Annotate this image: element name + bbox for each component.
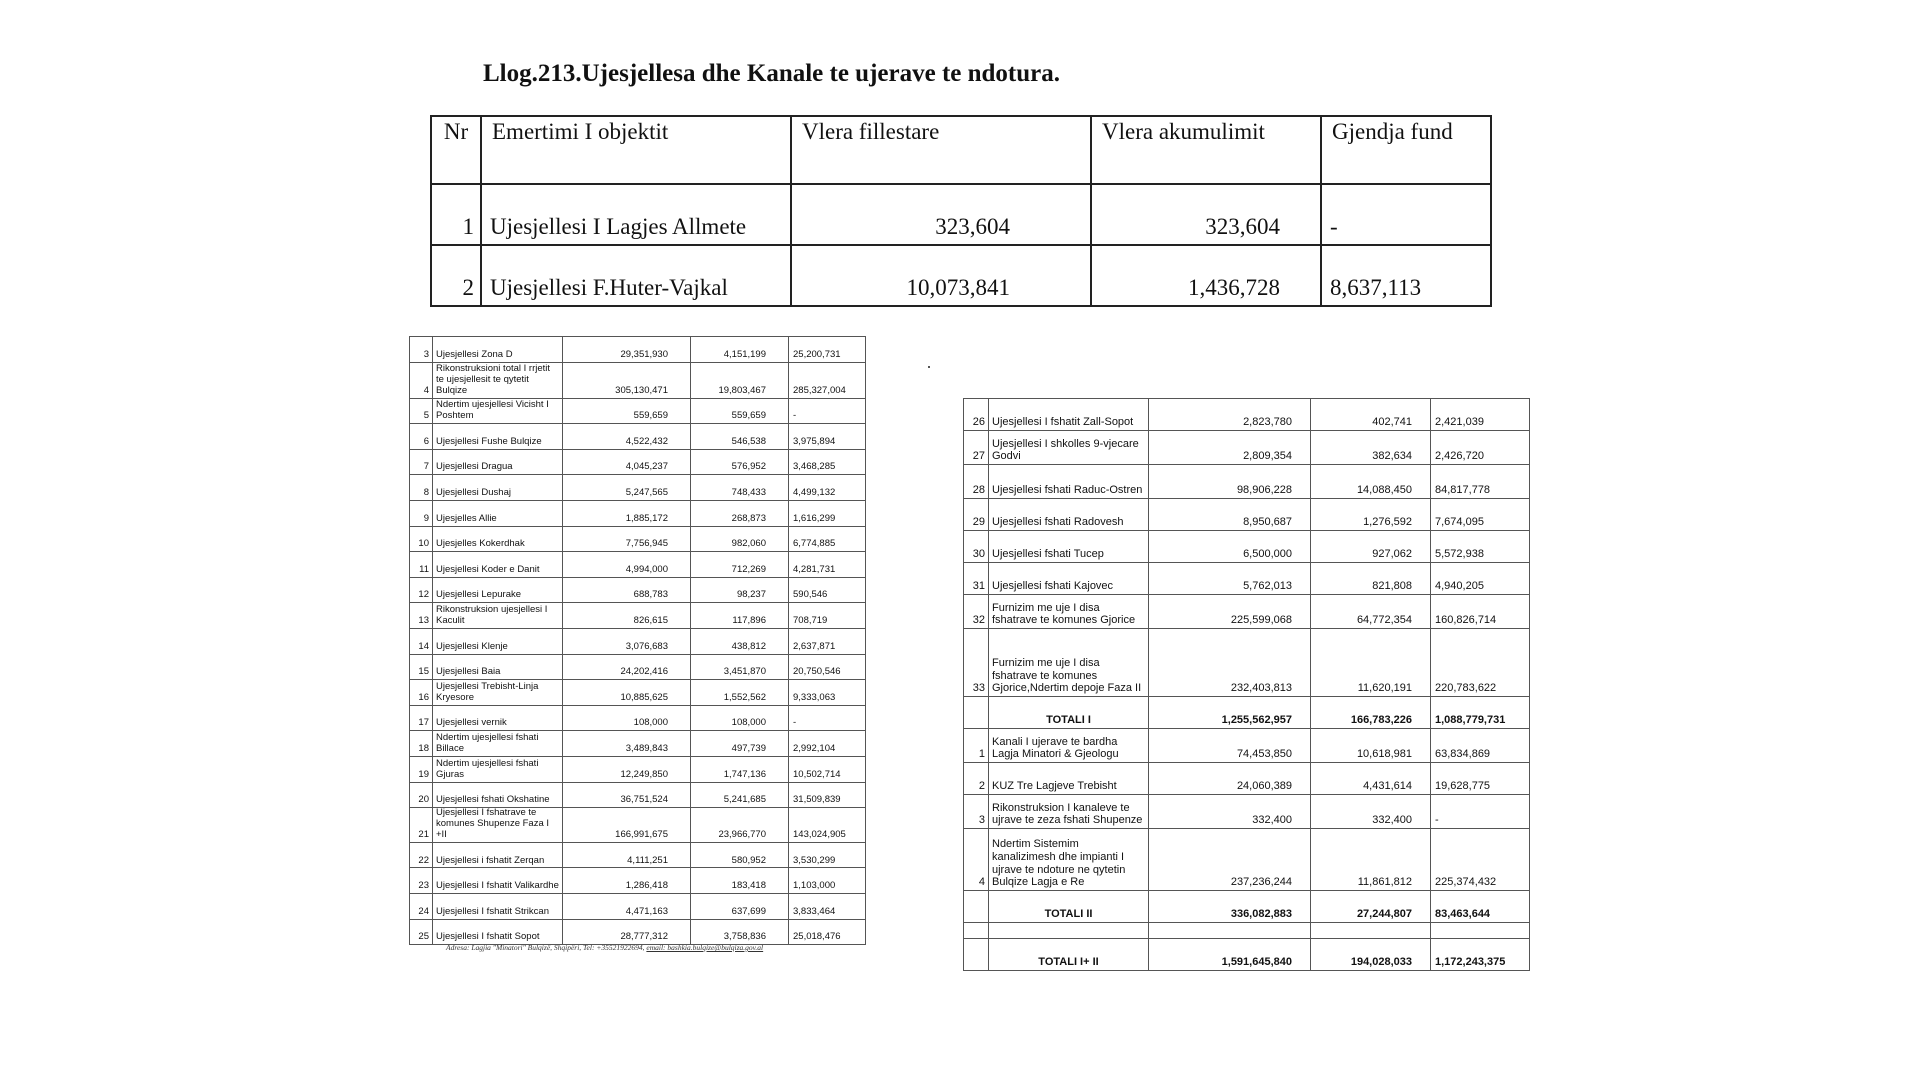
row-end: 5,572,938 bbox=[1431, 531, 1530, 563]
table-row bbox=[431, 245, 1491, 306]
total-accum: 194,028,033 bbox=[1311, 939, 1431, 971]
row-end: 590,546 bbox=[789, 577, 866, 603]
row-initial: 5,247,565 bbox=[563, 475, 691, 501]
row-name: Ujesjellesi Dragua bbox=[433, 449, 563, 475]
total-label: TOTALI II bbox=[989, 891, 1149, 923]
row-name: Ujesjellesi I Lagjes Allmete bbox=[481, 184, 791, 245]
row-nr: 29 bbox=[964, 499, 989, 531]
table-row bbox=[410, 919, 866, 945]
top-assets-table bbox=[430, 115, 1492, 307]
row-nr: 1 bbox=[964, 729, 989, 763]
table-row bbox=[410, 424, 866, 450]
row-initial: 10,885,625 bbox=[563, 680, 691, 706]
row-nr: 21 bbox=[410, 808, 433, 843]
row-end: 160,826,714 bbox=[1431, 595, 1530, 629]
table-row bbox=[410, 337, 866, 363]
row-accum: 748,433 bbox=[691, 475, 789, 501]
row-initial: 4,471,163 bbox=[563, 894, 691, 920]
row-name: Rikonstruksion ujesjellesi I Kaculit bbox=[433, 603, 563, 629]
row-initial: 12,249,850 bbox=[563, 756, 691, 782]
table-row bbox=[410, 654, 866, 680]
table-row bbox=[410, 526, 866, 552]
row-end: 2,992,104 bbox=[789, 731, 866, 757]
row-nr: 19 bbox=[410, 756, 433, 782]
row-nr: 3 bbox=[964, 795, 989, 829]
row-nr: 2 bbox=[431, 245, 481, 306]
row-nr: 26 bbox=[964, 399, 989, 431]
row-initial: 323,604 bbox=[791, 184, 1091, 245]
row-initial: 2,809,354 bbox=[1149, 431, 1311, 465]
row-end: 7,674,095 bbox=[1431, 499, 1530, 531]
row-accum: 927,062 bbox=[1311, 531, 1431, 563]
row-name: Ujesjelles Allie bbox=[433, 500, 563, 526]
total-row-1 bbox=[964, 697, 1530, 729]
row-name: Ujesjellesi vernik bbox=[433, 705, 563, 731]
header-end-balance: Gjendja fund bbox=[1321, 116, 1491, 184]
row-initial: 4,994,000 bbox=[563, 552, 691, 578]
row-name: Ndertim ujesjellesi Vicisht I Poshtem bbox=[433, 398, 563, 424]
row-name: Rikonstruksion I kanaleve te ujrave te zeza fshati Shupenze bbox=[989, 795, 1149, 829]
row-initial: 8,950,687 bbox=[1149, 499, 1311, 531]
row-accum: 4,431,614 bbox=[1311, 763, 1431, 795]
footer-address-text: Adresa: Lagjia "Minatori" Bulqizë, Shqipëri, Tel: +35521922694, bbox=[446, 943, 645, 952]
table-row bbox=[964, 795, 1530, 829]
row-initial: 5,762,013 bbox=[1149, 563, 1311, 595]
row-nr: 3 bbox=[410, 337, 433, 363]
row-accum: 10,618,981 bbox=[1311, 729, 1431, 763]
row-accum: 1,436,728 bbox=[1091, 245, 1321, 306]
row-nr: 30 bbox=[964, 531, 989, 563]
footer-address bbox=[446, 943, 763, 952]
row-nr: 9 bbox=[410, 500, 433, 526]
row-name: Kanali I ujerave te bardha Lagja Minatori & Gjeologu bbox=[989, 729, 1149, 763]
row-accum: 332,400 bbox=[1311, 795, 1431, 829]
row-accum: 402,741 bbox=[1311, 399, 1431, 431]
row-accum: 1,747,136 bbox=[691, 756, 789, 782]
row-initial: 1,885,172 bbox=[563, 500, 691, 526]
row-nr: 22 bbox=[410, 842, 433, 868]
row-initial: 4,522,432 bbox=[563, 424, 691, 450]
row-initial: 2,823,780 bbox=[1149, 399, 1311, 431]
header-accumulated-value: Vlera akumulimit bbox=[1091, 116, 1321, 184]
row-end: 19,628,775 bbox=[1431, 763, 1530, 795]
table-row bbox=[410, 449, 866, 475]
row-name: Furnizim me uje I disa fshatrave te komunes Gjorice bbox=[989, 595, 1149, 629]
row-initial: 225,599,068 bbox=[1149, 595, 1311, 629]
row-end: 9,333,063 bbox=[789, 680, 866, 706]
row-accum: 3,758,836 bbox=[691, 919, 789, 945]
row-nr: 18 bbox=[410, 731, 433, 757]
row-initial: 559,659 bbox=[563, 398, 691, 424]
row-nr: 4 bbox=[964, 829, 989, 891]
row-initial: 28,777,312 bbox=[563, 919, 691, 945]
row-end: 20,750,546 bbox=[789, 654, 866, 680]
row-end: 31,509,839 bbox=[789, 782, 866, 808]
table-row bbox=[410, 398, 866, 424]
table-row bbox=[964, 829, 1530, 891]
table-row bbox=[964, 629, 1530, 697]
row-nr: 24 bbox=[410, 894, 433, 920]
row-initial: 3,489,843 bbox=[563, 731, 691, 757]
row-end: 4,281,731 bbox=[789, 552, 866, 578]
total-accum: 27,244,807 bbox=[1311, 891, 1431, 923]
row-accum: 108,000 bbox=[691, 705, 789, 731]
row-initial: 4,111,251 bbox=[563, 842, 691, 868]
row-name: Ujesjellesi I fshatit Sopot bbox=[433, 919, 563, 945]
row-accum: 117,896 bbox=[691, 603, 789, 629]
row-nr: 33 bbox=[964, 629, 989, 697]
row-nr: 17 bbox=[410, 705, 433, 731]
row-end: - bbox=[789, 705, 866, 731]
row-nr: 13 bbox=[410, 603, 433, 629]
total-end: 1,172,243,375 bbox=[1431, 939, 1530, 971]
row-name: Ujesjelles Kokerdhak bbox=[433, 526, 563, 552]
row-accum: 546,538 bbox=[691, 424, 789, 450]
row-end: 6,774,885 bbox=[789, 526, 866, 552]
row-nr: 6 bbox=[410, 424, 433, 450]
row-name: Ndertim Sistemim kanalizimesh dhe impianti I ujrave te ndoture ne qytetin Bulqize Lagja e Re bbox=[989, 829, 1149, 891]
row-accum: 3,451,870 bbox=[691, 654, 789, 680]
row-name: Ndertim ujesjellesi fshati Gjuras bbox=[433, 756, 563, 782]
table-row bbox=[410, 680, 866, 706]
empty-cell bbox=[964, 923, 989, 939]
scan-dot bbox=[928, 366, 930, 368]
table-row bbox=[964, 763, 1530, 795]
total-end: 83,463,644 bbox=[1431, 891, 1530, 923]
row-accum: 64,772,354 bbox=[1311, 595, 1431, 629]
table-row bbox=[410, 842, 866, 868]
row-accum: 559,659 bbox=[691, 398, 789, 424]
row-initial: 10,073,841 bbox=[791, 245, 1091, 306]
row-end: - bbox=[789, 398, 866, 424]
row-nr: 7 bbox=[410, 449, 433, 475]
row-name: Ujesjellesi Fushe Bulqize bbox=[433, 424, 563, 450]
row-end: 84,817,778 bbox=[1431, 465, 1530, 499]
row-end: 225,374,432 bbox=[1431, 829, 1530, 891]
empty-cell bbox=[964, 939, 989, 971]
row-end: 25,200,731 bbox=[789, 337, 866, 363]
empty-cell bbox=[1311, 923, 1431, 939]
table-row bbox=[964, 499, 1530, 531]
total-label: TOTALI I+ II bbox=[989, 939, 1149, 971]
row-name: Ujesjellesi I shkolles 9-vjecare Godvi bbox=[989, 431, 1149, 465]
row-end: 143,024,905 bbox=[789, 808, 866, 843]
row-accum: 19,803,467 bbox=[691, 362, 789, 398]
row-nr: 8 bbox=[410, 475, 433, 501]
total-initial: 1,591,645,840 bbox=[1149, 939, 1311, 971]
row-nr: 23 bbox=[410, 868, 433, 894]
row-initial: 29,351,930 bbox=[563, 337, 691, 363]
row-name: Ujesjellesi I fshatit Strikcan bbox=[433, 894, 563, 920]
row-accum: 323,604 bbox=[1091, 184, 1321, 245]
row-end: 220,783,622 bbox=[1431, 629, 1530, 697]
left-assets-table bbox=[409, 336, 866, 945]
row-initial: 36,751,524 bbox=[563, 782, 691, 808]
row-end: 63,834,869 bbox=[1431, 729, 1530, 763]
row-nr: 25 bbox=[410, 919, 433, 945]
table-row bbox=[964, 465, 1530, 499]
row-initial: 688,783 bbox=[563, 577, 691, 603]
row-name: Ujesjellesi fshati Tucep bbox=[989, 531, 1149, 563]
table-row bbox=[964, 729, 1530, 763]
row-end: 2,637,871 bbox=[789, 628, 866, 654]
table-row bbox=[410, 552, 866, 578]
total-row-2 bbox=[964, 891, 1530, 923]
row-accum: 712,269 bbox=[691, 552, 789, 578]
row-end: 2,426,720 bbox=[1431, 431, 1530, 465]
row-initial: 1,286,418 bbox=[563, 868, 691, 894]
row-accum: 23,966,770 bbox=[691, 808, 789, 843]
row-name: Ujesjellesi Klenje bbox=[433, 628, 563, 654]
row-initial: 237,236,244 bbox=[1149, 829, 1311, 891]
row-name: Ujesjellesi fshati Radovesh bbox=[989, 499, 1149, 531]
row-nr: 12 bbox=[410, 577, 433, 603]
table-row bbox=[410, 782, 866, 808]
row-nr: 32 bbox=[964, 595, 989, 629]
row-nr: 16 bbox=[410, 680, 433, 706]
row-nr: 1 bbox=[431, 184, 481, 245]
table-row bbox=[964, 595, 1530, 629]
row-initial: 305,130,471 bbox=[563, 362, 691, 398]
empty-cell bbox=[1149, 923, 1311, 939]
total-initial: 336,082,883 bbox=[1149, 891, 1311, 923]
row-name: Ujesjellesi F.Huter-Vajkal bbox=[481, 245, 791, 306]
row-name: Ujesjellesi Dushaj bbox=[433, 475, 563, 501]
row-end: 3,530,299 bbox=[789, 842, 866, 868]
row-nr: 11 bbox=[410, 552, 433, 578]
table-row bbox=[410, 705, 866, 731]
row-accum: 382,634 bbox=[1311, 431, 1431, 465]
header-nr: Nr bbox=[431, 116, 481, 184]
right-assets-table bbox=[963, 398, 1530, 971]
table-row bbox=[410, 756, 866, 782]
empty-cell bbox=[964, 697, 989, 729]
row-name: Ujesjellesi I fshatit Zall-Sopot bbox=[989, 399, 1149, 431]
footer-email: email: bashkia.bulqize@bulqiza.gov.al bbox=[646, 943, 764, 952]
header-initial-value: Vlera fillestare bbox=[791, 116, 1091, 184]
row-accum: 576,952 bbox=[691, 449, 789, 475]
total-initial: 1,255,562,957 bbox=[1149, 697, 1311, 729]
empty-cell bbox=[1431, 923, 1530, 939]
row-nr: 27 bbox=[964, 431, 989, 465]
row-accum: 1,276,592 bbox=[1311, 499, 1431, 531]
row-accum: 14,088,450 bbox=[1311, 465, 1431, 499]
row-name: Ujesjellesi I fshatit Valikardhe bbox=[433, 868, 563, 894]
empty-cell bbox=[989, 923, 1149, 939]
table-row bbox=[410, 500, 866, 526]
table-row bbox=[964, 531, 1530, 563]
row-initial: 24,202,416 bbox=[563, 654, 691, 680]
row-accum: 821,808 bbox=[1311, 563, 1431, 595]
row-accum: 1,552,562 bbox=[691, 680, 789, 706]
row-accum: 11,861,812 bbox=[1311, 829, 1431, 891]
row-end: 4,940,205 bbox=[1431, 563, 1530, 595]
row-initial: 332,400 bbox=[1149, 795, 1311, 829]
row-name: Furnizim me uje I disa fshatrave te komunes Gjorice,Ndertim depoje Faza II bbox=[989, 629, 1149, 697]
row-name: Ujesjellesi Koder e Danit bbox=[433, 552, 563, 578]
row-end: 25,018,476 bbox=[789, 919, 866, 945]
row-initial: 108,000 bbox=[563, 705, 691, 731]
total-label: TOTALI I bbox=[989, 697, 1149, 729]
row-accum: 497,739 bbox=[691, 731, 789, 757]
row-end: 708,719 bbox=[789, 603, 866, 629]
row-initial: 74,453,850 bbox=[1149, 729, 1311, 763]
row-nr: 28 bbox=[964, 465, 989, 499]
row-name: Ujesjellesi I fshatrave te komunes Shupenze Faza I +II bbox=[433, 808, 563, 843]
row-name: Ujesjellesi Zona D bbox=[433, 337, 563, 363]
row-end: 2,421,039 bbox=[1431, 399, 1530, 431]
table-row bbox=[410, 628, 866, 654]
table-row bbox=[431, 184, 1491, 245]
table-row bbox=[964, 431, 1530, 465]
row-end: 285,327,004 bbox=[789, 362, 866, 398]
row-initial: 98,906,228 bbox=[1149, 465, 1311, 499]
table-row bbox=[410, 808, 866, 843]
row-accum: 4,151,199 bbox=[691, 337, 789, 363]
row-initial: 3,076,683 bbox=[563, 628, 691, 654]
table-header-row bbox=[431, 116, 1491, 184]
row-name: Ujesjellesi fshati Raduc-Ostren bbox=[989, 465, 1149, 499]
row-name: Ndertim ujesjellesi fshati Billace bbox=[433, 731, 563, 757]
table-row bbox=[410, 603, 866, 629]
row-nr: 15 bbox=[410, 654, 433, 680]
row-nr: 10 bbox=[410, 526, 433, 552]
table-row bbox=[964, 563, 1530, 595]
row-accum: 98,237 bbox=[691, 577, 789, 603]
table-row bbox=[410, 577, 866, 603]
page-title: Llog.213.Ujesjellesa dhe Kanale te ujerave te ndotura. bbox=[483, 60, 1061, 87]
row-end: 1,103,000 bbox=[789, 868, 866, 894]
row-end: 3,468,285 bbox=[789, 449, 866, 475]
row-name: Ujesjellesi Baia bbox=[433, 654, 563, 680]
row-accum: 268,873 bbox=[691, 500, 789, 526]
row-nr: 14 bbox=[410, 628, 433, 654]
row-accum: 637,699 bbox=[691, 894, 789, 920]
row-initial: 24,060,389 bbox=[1149, 763, 1311, 795]
row-nr: 5 bbox=[410, 398, 433, 424]
table-row bbox=[410, 894, 866, 920]
row-accum: 5,241,685 bbox=[691, 782, 789, 808]
row-name: Ujesjellesi Trebisht-Linja Kryesore bbox=[433, 680, 563, 706]
row-end: 8,637,113 bbox=[1321, 245, 1491, 306]
row-initial: 232,403,813 bbox=[1149, 629, 1311, 697]
row-name: Ujesjellesi Lepurake bbox=[433, 577, 563, 603]
row-accum: 11,620,191 bbox=[1311, 629, 1431, 697]
row-initial: 826,615 bbox=[563, 603, 691, 629]
row-end: 10,502,714 bbox=[789, 756, 866, 782]
row-name: KUZ Tre Lagjeve Trebisht bbox=[989, 763, 1149, 795]
total-accum: 166,783,226 bbox=[1311, 697, 1431, 729]
row-end: 3,975,894 bbox=[789, 424, 866, 450]
header-name: Emertimi I objektit bbox=[481, 116, 791, 184]
row-nr: 2 bbox=[964, 763, 989, 795]
row-initial: 7,756,945 bbox=[563, 526, 691, 552]
row-nr: 4 bbox=[410, 362, 433, 398]
spacer-row bbox=[964, 923, 1530, 939]
table-row bbox=[410, 362, 866, 398]
table-row bbox=[410, 868, 866, 894]
row-nr: 20 bbox=[410, 782, 433, 808]
row-accum: 982,060 bbox=[691, 526, 789, 552]
grand-total-row bbox=[964, 939, 1530, 971]
row-name: Ujesjellesi i fshatit Zerqan bbox=[433, 842, 563, 868]
row-end: 1,616,299 bbox=[789, 500, 866, 526]
row-name: Rikonstruksioni total I rrjetit te ujesjellesit te qytetit Bulqize bbox=[433, 362, 563, 398]
row-initial: 6,500,000 bbox=[1149, 531, 1311, 563]
row-accum: 183,418 bbox=[691, 868, 789, 894]
row-initial: 4,045,237 bbox=[563, 449, 691, 475]
table-row bbox=[410, 475, 866, 501]
row-nr: 31 bbox=[964, 563, 989, 595]
row-name: Ujesjellesi fshati Okshatine bbox=[433, 782, 563, 808]
row-initial: 166,991,675 bbox=[563, 808, 691, 843]
row-end: 3,833,464 bbox=[789, 894, 866, 920]
row-accum: 580,952 bbox=[691, 842, 789, 868]
total-end: 1,088,779,731 bbox=[1431, 697, 1530, 729]
table-row bbox=[410, 731, 866, 757]
row-end: - bbox=[1321, 184, 1491, 245]
table-row bbox=[964, 399, 1530, 431]
empty-cell bbox=[964, 891, 989, 923]
row-name: Ujesjellesi fshati Kajovec bbox=[989, 563, 1149, 595]
row-end: - bbox=[1431, 795, 1530, 829]
row-accum: 438,812 bbox=[691, 628, 789, 654]
row-end: 4,499,132 bbox=[789, 475, 866, 501]
